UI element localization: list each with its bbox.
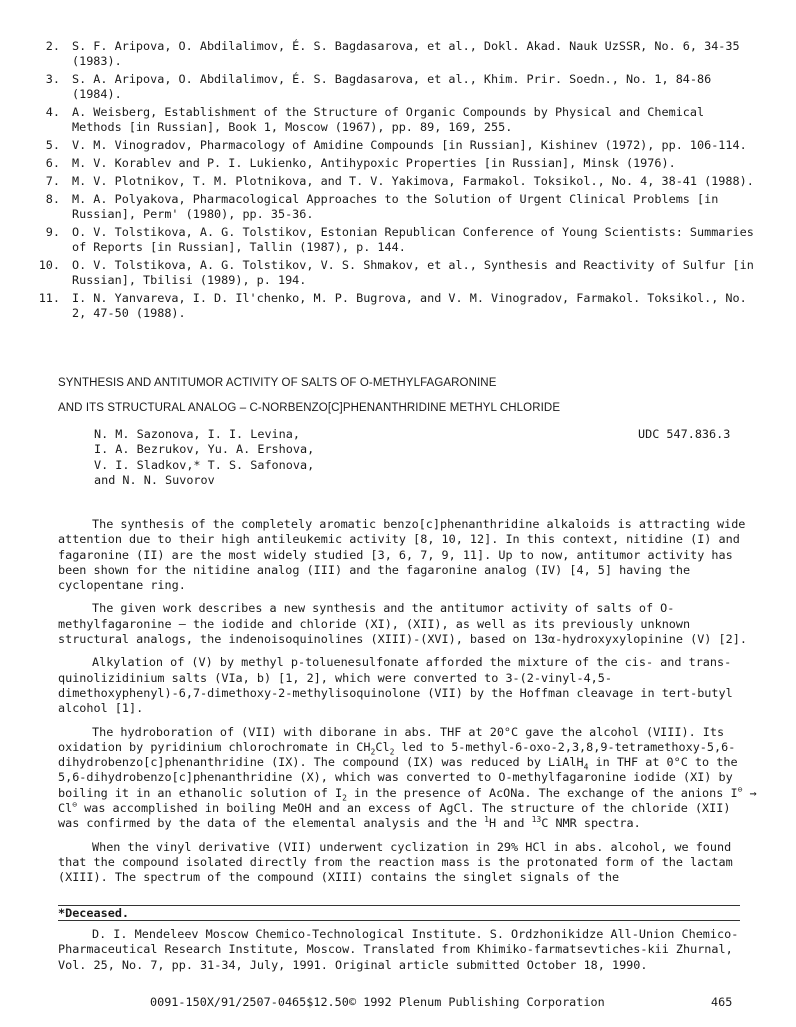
author-line: N. M. Sazonova, I. I. Levina, xyxy=(94,427,300,441)
reference-number: 9. xyxy=(45,224,60,239)
subscript: 2 xyxy=(342,793,347,803)
footnote-divider xyxy=(58,905,740,906)
reference-text: I. N. Yanvareva, I. D. Il'chenko, M. P. Bugrova, and V. M. Vinogradov, Farmakol. Toksikol., No. 2, 47-50 (1988). xyxy=(72,290,747,321)
reference-number: 8. xyxy=(45,191,60,206)
reference-item xyxy=(36,174,756,189)
reference-number: 5. xyxy=(45,138,60,153)
author-line: I. A. Bezrukov, Yu. A. Ershova, xyxy=(94,442,315,457)
reference-number: 11. xyxy=(38,290,60,305)
reference-text: A. Weisberg, Establishment of the Structure of Organic Compounds by Physical and Chemical Methods [in Russian], Book 1, Moscow (1967), pp. 89, 169, 255. xyxy=(72,105,705,135)
superscript: 13 xyxy=(531,815,542,825)
reference-item xyxy=(36,225,756,256)
text-run: C NMR spectra. xyxy=(541,816,641,831)
reference-text: M. V. Plotnikov, T. M. Plotnikova, and T. V. Yakimova, Farmakol. Toksikol., No. 4, 38-41 (1988). xyxy=(72,173,754,188)
affiliation: D. I. Mendeleev Moscow Chemico-Technological Institute. S. Ordzhonikidze All-Union Chemico-Pharmaceutical Research Institute, Moscow. Translated from Khimiko-farmatsevtiches-kii Zhurnal, Vol. 25, No. 7, pp. 31-34, July, 1991. Original article submitted October 18, 1990. xyxy=(58,927,739,972)
reference-item xyxy=(36,291,756,322)
text-run: in THF at 0°C to the 5,6-dihydrobenzo[c]phenanthridine (X), which was converted to O-methylfagaronine iodide (XI) by boiling it in an ethanolic solution of I xyxy=(58,755,738,800)
reference-item xyxy=(36,258,756,289)
superscript: ⊖ xyxy=(737,784,743,794)
reference-number: 2. xyxy=(45,39,60,53)
reference-text: O. V. Tolstikova, A. G. Tolstikov, V. S. Shmakov, et al., Synthesis and Reactivity of Sulfur [in Russian], Tbilisi (1989), p. 194. xyxy=(72,257,754,288)
text-run: → Cl xyxy=(58,785,757,816)
reference-text: M. V. Korablev and P. I. Lukienko, Antihypoxic Properties [in Russian], Minsk (1976). xyxy=(72,156,676,171)
author-line: V. I. Sladkov,* T. S. Safonova, xyxy=(94,457,315,472)
reference-number: 3. xyxy=(45,72,60,87)
reference-text: S. A. Aripova, O. Abdilalimov, É. S. Bagdasarova, et al., Khim. Prir. Soedn., No. 1, 84-86 (1984). xyxy=(72,72,712,102)
text-run: was accomplished in boiling MeOH and an excess of AgCl. The structure of the chloride (XII) was confirmed by the data of the elemental analysis and the xyxy=(58,801,731,831)
article-body xyxy=(58,517,758,894)
reference-text: M. A. Polyakova, Pharmacological Approaches to the Solution of Urgent Clinical Problems [in Russian], Perm' (1980), pp. 35-36. xyxy=(72,191,719,221)
reference-item xyxy=(36,192,756,223)
text-run: led to 5-methyl-6-oxo-2,3,8,9-tetramethoxy-5,6-dihydrobenzo[c]phenanthridine (IX). The compound (IX) was reduced by LiAlH xyxy=(58,739,736,770)
text-run: H and xyxy=(488,816,532,831)
subscript: 4 xyxy=(583,762,589,772)
reference-number: 10. xyxy=(38,257,60,272)
reference-item xyxy=(36,39,756,70)
reference-item xyxy=(36,72,756,103)
page-number: 465 xyxy=(711,995,733,1009)
superscript: ⊖ xyxy=(72,800,78,810)
article-title-line-2: AND ITS STRUCTURAL ANALOG – C-NORBENZO[C]PHENANTHRIDINE METHYL CHLORIDE xyxy=(58,402,561,414)
body-paragraph: The given work describes a new synthesis and the antitumor activity of salts of O-methylfagaronine – the iodide and chloride (XI), (XII), as well as its previously unknown structural analogs, the indenoisoquinolines (XIII)-(XVI), based on 13α-hydroxyxylopinine (V) [2]. xyxy=(58,601,747,647)
footnote: *Deceased. xyxy=(58,906,130,920)
reference-number: 4. xyxy=(45,105,60,120)
reference-text: V. M. Vinogradov, Pharmacology of Amidine Compounds [in Russian], Kishinev (1972), pp. 106-114. xyxy=(72,138,747,153)
reference-text: S. F. Aripova, O. Abdilalimov, É. S. Bagdasarova, et al., Dokl. Akad. Nauk UzSSR, No. 6, 34-35 (1983). xyxy=(72,39,740,69)
issn-code: 0091-150X/91/2507-0465$12.50 xyxy=(150,995,349,1009)
subscript: 2 xyxy=(389,747,395,757)
body-paragraph: When the vinyl derivative (VII) underwent cyclization in 29% HCl in abs. alcohol, we found that the compound isolated directly from the reaction mass is the protonated form of the lactam (XIII). The spectrum of the compound (XIII) contains the singlet signals of the xyxy=(58,839,733,885)
superscript: 1 xyxy=(484,815,489,825)
udc-code: UDC 547.836.3 xyxy=(638,427,731,441)
text-run: Cl xyxy=(375,739,390,754)
reference-number: 6. xyxy=(45,156,60,171)
body-paragraph: The synthesis of the completely aromatic benzo[c]phenanthridine alkaloids is attracting wide attention due to their high antileukemic activity [8, 10, 12]. In this context, nitidine (I) and fagaronine (II) are the most widely studied [3, 6, 7, 9, 11]. Up to now, antitumor activity has been shown for the nitidine analog (III) and the fagaronine analog (IV) [4, 5] having the cyclopentane ring. xyxy=(58,517,746,593)
body-paragraph: Alkylation of (V) by methyl p-toluenesulfonate afforded the mixture of the cis- and trans-quinolizidinium salts (VIa, b) [1, 2], which were converted to 3-(2-vinyl-4,5-dimethoxyphenyl)-6,7-dimethoxy-2-methylisoquinolone (VII) by the Hoffman cleavage in tert-butyl alcohol [1]. xyxy=(58,655,733,716)
reference-text: O. V. Tolstikova, A. G. Tolstikov, Estonian Republican Conference of Young Scientists: Summaries of Reports [in Russian], Tallin (1987), p. 144. xyxy=(72,224,754,255)
body-paragraph xyxy=(58,725,758,832)
affiliation-divider xyxy=(58,920,740,921)
author-list xyxy=(94,427,314,488)
reference-number: 7. xyxy=(45,173,60,188)
reference-item xyxy=(36,105,756,136)
article-title-line-1: SYNTHESIS AND ANTITUMOR ACTIVITY OF SALTS OF O-METHYLFAGARONINE xyxy=(58,377,497,389)
copyright-notice: © 1992 Plenum Publishing Corporation xyxy=(349,995,605,1009)
author-line: and N. N. Suvorov xyxy=(94,472,215,487)
reference-item xyxy=(36,156,756,171)
text-run: The hydroboration of (VII) with diborane in abs. THF at 20°C gave the alcohol (VIII). Its oxidation by pyridinium chlorochromate in CH xyxy=(58,724,725,754)
reference-item xyxy=(36,138,756,153)
subscript: 2 xyxy=(370,747,376,757)
text-run: in the presence of AcONa. The exchange of the anions I xyxy=(346,785,738,800)
reference-list xyxy=(36,39,756,324)
